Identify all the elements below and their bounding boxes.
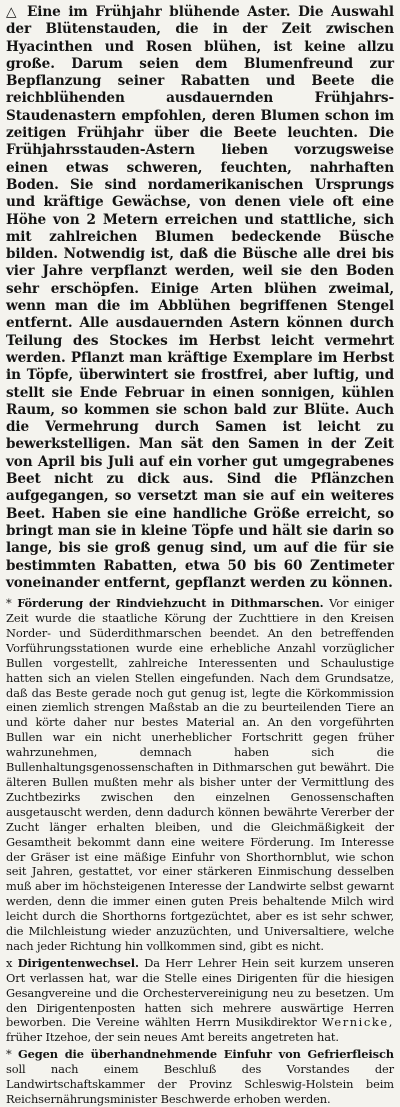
article-conductor-change xyxy=(6,956,394,1045)
article-headline: Förderung der Rindviehzucht in Dithmarschen. xyxy=(17,596,324,611)
article-marker-asterisk: * xyxy=(6,1047,12,1062)
article-headline: Eine im Frühjahr blühende Aster. xyxy=(27,4,291,20)
article-headline: Gegen die überhandnehmende Einfuhr von Gefrierfleisch xyxy=(18,1047,394,1062)
article-body: soll nach einem Beschluß des Vorstandes der Landwirtschaftskammer der Provinz Schleswig-Holstein beim Reichsernährungsminister Beschwerde erhoben werden. xyxy=(6,1062,394,1106)
article-body: Die Auswahl der Blütenstauden, die in der Zeit zwischen Hyacinthen und Rosen blühen, ist keine allzu große. Darum seien dem Blumenfreund zur Bepflanzung seiner Rabatten und Beete die reichblühenden ausdauernden Frühjahrs-Staudenastern empfohlen, deren Blumen schon im zeitigen Frühjahr über die Beete leuchten. Die Frühjahrsstauden-Astern lieben vorzugsweise einen etwas schweren, feuchten, nahrhaften Boden. Sie sind nordamerikanischen Ursprungs und kräftige Gewächse, von denen viele oft eine Höhe von 2 Metern erreichen und stattliche, sich mit zahlreichen Blumen bedeckende Büsche bilden. Notwendig ist, daß die Büsche alle drei bis vier Jahre verpflanzt werden, weil sie den Boden sehr erschöpfen. Einige Arten blühen zweimal, wenn man die im Abblühen begriffenen Stengel entfernt. Alle ausdauernden Astern können durch Teilung des Stockes im Herbst leicht vermehrt werden. Pflanzt man kräftige Exemplare im Herbst in Töpfe, überwintert sie frostfrei, aber luftig, und stellt sie Ende Februar in einen sonnigen, kühlen Raum, so kommen sie schon bald zur Blüte. Auch die Vermehrung durch Samen ist leicht zu bewerkstelligen. Man sät den Samen in der Zeit von April bis Juli auf ein vorher gut umgegrabenes Beet nicht zu dick aus. Sind die Pflänzchen aufgegangen, so versetzt man sie auf ein weiteres Beet. Haben sie eine handliche Größe erreicht, so bringt man sie in kleine Töpfe und hält sie darin so lange, bis sie groß genug sind, um auf die für sie bestimmten Rabatten, etwa 50 bis 60 Zentimeter voneinander entfernt, gepflanzt werden zu können. xyxy=(6,4,394,591)
spaced-name: Wernicke, xyxy=(321,1015,394,1030)
article-body-end: früher Itzehoe, der sein neues Amt bereits angetreten hat. xyxy=(6,1030,339,1045)
article-marker-triangle: △ xyxy=(6,4,20,20)
article-spring-aster xyxy=(6,4,394,592)
article-headline: Dirigentenwechsel. xyxy=(17,955,139,970)
article-body: Da Herr Lehrer Hein seit kurzem unseren Ort verlassen hat, war die Stelle eines Dirigenten für die hiesigen Gesangvereine und die Orchestervereinigung neu zu besetzen. Um den Dirigentenposten hatten sich mehrere auswärtige Herren beworben. Die Vereine wählten Herrn Musikdirektor xyxy=(6,955,394,1030)
article-marker-x: x xyxy=(6,955,13,970)
article-cattle-breeding xyxy=(6,596,394,954)
article-frozen-meat xyxy=(6,1047,394,1107)
article-marker-asterisk: * xyxy=(6,596,12,611)
article-body: Vor einiger Zeit wurde die staatliche Körung der Zuchttiere in den Kreisen Norder- und Süderdithmarschen beendet. An den betreffenden Vorführungsstationen wurde eine erhebliche Anzahl vorzüglicher Bullen vorgestellt, zahlreiche Interessenten und Schaulustige hatten sich an vielen Stellen eingefunden. Nach dem Grundsatze, daß das Beste gerade noch gut genug ist, legte die Körkommission einen ziemlich strengen Maßstab an die zu beurteilenden Tiere an und körte daher nur bestes Material an. An den vorgeführten Bullen war ein nicht unerheblicher Fortschritt gegen früher wahrzunehmen, demnach haben sich die Bullenhaltungsgenossenschaften in Dithmarschen gut bewährt. Die älteren Bullen mußten mehr als bisher unter der Vermittlung des Zuchtbezirks zwischen den einzelnen Genossenschaften ausgetauscht werden, denn dadurch können bewährte Vererber der Zucht länger erhalten bleiben, und die Gleichmäßigkeit der Gesamtheit bekommt dann eine weitere Förderung. Im Interesse der Gräser ist eine mäßige Einfuhr von Shorthornblut, wie schon seit Jahren, gestattet, vor einer stärkeren Einmischung desselben muß aber im höchsteigenen Interesse der Landwirte selbst gewarnt werden, denn die immer einen guten Preis behaltende Milch wird leicht durch die Shorthorns fortgezüchtet, aber es ist sehr schwer, die Milchleistung wieder anzuzüchten, und Universaltiere, welche nach jeder Richtung hin vollkommen sind, gibt es nicht. xyxy=(6,596,395,953)
